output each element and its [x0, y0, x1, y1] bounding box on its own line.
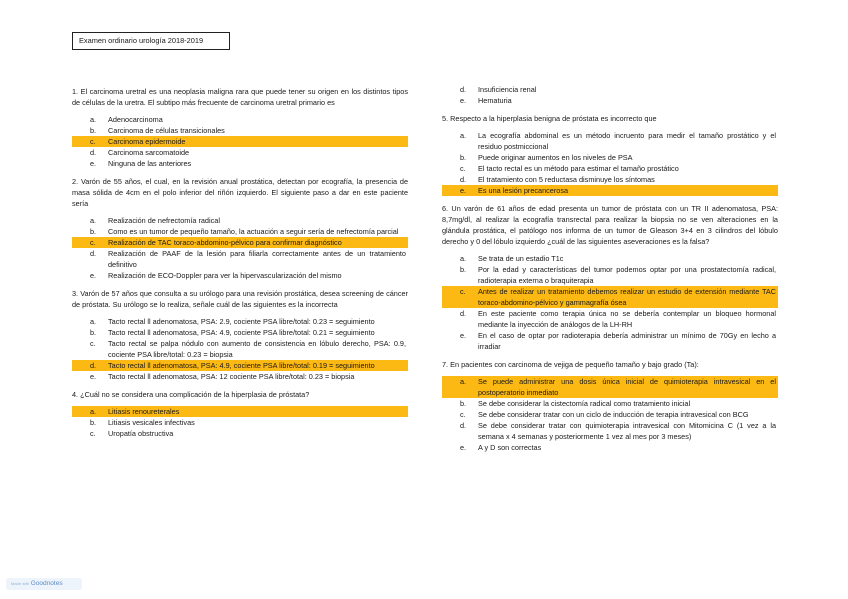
option-letter: d. — [90, 148, 97, 157]
option-letter: c. — [90, 137, 96, 146]
option-letter: a. — [90, 216, 97, 225]
option-text: Tacto rectal ll adenomatosa, PSA: 4.9, cociente PSA libre/total: 0.19 = seguimiento — [108, 361, 375, 370]
answer-option — [442, 308, 778, 330]
answer-option — [72, 125, 408, 136]
option-text: Tacto rectal ll adenomatosa, PSA: 12 cociente PSA libre/total: 0.23 = biopsia — [108, 372, 355, 381]
question-text: ¿Cuál no se considera una complicación de la hiperplasia de próstata? — [80, 390, 310, 399]
answer-option — [442, 152, 778, 163]
answer-option — [72, 417, 408, 428]
question-text: Un varón de 61 años de edad presenta un tumor de próstata con un TR II adenomatosa, PSA: 8,7mg/dl, al realizar la ecografía transrectal para realizar la biopsia no se ven alteraciones en la glándula prostática, el patólogo nos informa de un tumor de Gleason 3+4 en 3 cilindros del lóbulo derecho y 0 del lóbulo izquierdo ¿cuál de las siguientes aseveraciones es la falsa? — [442, 204, 778, 246]
option-text: Se debe considerar tratar con un ciclo de inducción de terapia intravesical con BCG — [478, 410, 749, 419]
options-list — [72, 114, 408, 169]
option-letter: e. — [90, 271, 97, 280]
option-text: Carcinoma epidermoide — [108, 137, 186, 146]
question-2 — [72, 176, 408, 209]
option-letter: b. — [90, 418, 97, 427]
option-text: Se debe considerar tratar con quimioterapia intravesical con Mitomicina C (1 vez a la semana x 4 semanas y posteriormente 1 vez al mes por 3 meses) — [478, 421, 776, 441]
options-list — [72, 406, 408, 439]
option-text: Se trata de un estadio T1c — [478, 254, 564, 263]
option-letter: a. — [90, 317, 97, 326]
option-letter: b. — [90, 328, 97, 337]
answer-option — [442, 174, 778, 185]
option-text: Litiasis vesicales infectivas — [108, 418, 195, 427]
question-1 — [72, 86, 408, 108]
question-4 — [72, 389, 408, 400]
question-text: Respecto a la hiperplasia benigna de próstata es incorrecto que — [450, 114, 657, 123]
option-text: El tratamiento con 5 reductasa disminuye los síntomas — [478, 175, 655, 184]
option-text: Como es un tumor de pequeño tamaño, la actuación a seguir sería de nefrectomía parcial — [108, 227, 399, 236]
option-letter: b. — [460, 153, 467, 162]
option-text: Insuficiencia renal — [478, 85, 537, 94]
option-letter: d. — [460, 85, 467, 94]
answer-option — [72, 316, 408, 327]
answer-option-highlighted — [72, 136, 408, 147]
option-text: Antes de realizar un tratamiento debemos realizar un estudio de extensión mediante TAC toraco-abdomino-pélvico y gammagrafía ósea — [478, 287, 776, 307]
option-letter: e. — [460, 331, 467, 340]
question-text: Varón de 57 años que consulta a su urólogo para una revisión prostática, desea screening de cáncer de próstata. Su urólogo se lo realiza, señale cuál de las siguientes es la incorrecta — [72, 289, 408, 309]
option-text: Por la edad y características del tumor podemos optar por una prostatectomía radical, radioterapia externa o braquiterapia — [478, 265, 776, 285]
answer-option-highlighted — [442, 376, 778, 398]
question-6 — [442, 203, 778, 247]
answer-option — [442, 95, 778, 106]
answer-option — [442, 409, 778, 420]
options-list — [72, 316, 408, 382]
option-text: Litiasis renoureterales — [108, 407, 180, 416]
answer-option-highlighted — [442, 185, 778, 196]
answer-option-highlighted — [72, 406, 408, 417]
answer-option — [72, 226, 408, 237]
option-letter: b. — [90, 126, 97, 135]
option-text: Realización de nefrectomía radical — [108, 216, 220, 225]
option-letter: e. — [460, 186, 467, 195]
answer-option — [442, 84, 778, 95]
answer-option-highlighted — [72, 360, 408, 371]
options-list — [442, 376, 778, 453]
option-letter: e. — [460, 443, 467, 452]
option-text: Ninguna de las anteriores — [108, 159, 192, 168]
options-list — [442, 84, 778, 106]
answer-option — [442, 264, 778, 286]
answer-option — [72, 270, 408, 281]
option-text: En este paciente como terapia única no se debería contemplar un bloqueo hormonal mediante la inyección de análogos de la LH-RH — [478, 309, 776, 329]
option-letter: e. — [90, 159, 97, 168]
left-column — [72, 86, 408, 446]
option-text: Tacto rectal se palpa nódulo con aumento de consistencia en lóbulo derecho, PSA: 0.9, cociente PSA libre/total: 0.23 = biopsia — [108, 339, 406, 359]
option-letter: a. — [460, 254, 467, 263]
answer-option — [72, 147, 408, 158]
option-text: Tacto rectal ll adenomatosa, PSA: 4.9, cociente PSA libre/total: 0.21 = seguimiento — [108, 328, 375, 337]
option-letter: d. — [90, 361, 97, 370]
option-letter: b. — [460, 399, 467, 408]
answer-option — [72, 248, 408, 270]
option-letter: d. — [460, 309, 467, 318]
answer-option — [72, 327, 408, 338]
option-letter: e. — [90, 372, 97, 381]
option-text: En el caso de optar por radioterapia debería administrar un mínimo de 70Gy en lecho a irradiar — [478, 331, 776, 351]
question-number: 2. — [72, 177, 79, 186]
question-number: 7. — [442, 360, 449, 369]
question-text: En pacientes con carcinoma de vejiga de pequeño tamaño y bajo grado (Ta): — [450, 360, 699, 369]
watermark-brand: Goodnotes — [30, 580, 63, 587]
question-number: 4. — [72, 390, 79, 399]
question-number: 5. — [442, 114, 449, 123]
answer-option — [442, 442, 778, 453]
answer-option — [72, 114, 408, 125]
option-text: Realización de TAC toraco-abdomino-pélvico para confirmar diagnóstico — [108, 238, 342, 247]
question-number: 6. — [442, 204, 449, 213]
option-letter: d. — [460, 421, 467, 430]
question-number: 1. — [72, 87, 79, 96]
option-letter: c. — [90, 339, 96, 348]
watermark-prefix: Made with — [11, 581, 30, 586]
option-text: Se puede administrar una dosis única inicial de quimioterapia intravesical en el postoperatorio inmediato — [478, 377, 776, 397]
option-letter: c. — [460, 410, 466, 419]
option-letter: e. — [460, 96, 467, 105]
option-text: Carcinoma de células transicionales — [108, 126, 225, 135]
options-list — [72, 215, 408, 281]
answer-option — [72, 371, 408, 382]
answer-option — [442, 253, 778, 264]
option-text: Es una lesión precancerosa — [478, 186, 569, 195]
answer-option — [72, 338, 408, 360]
options-list — [442, 253, 778, 352]
option-text: La ecografía abdominal es un método incruento para medir el tamaño prostático y el residuo postmiccional — [478, 131, 776, 151]
question-5 — [442, 113, 778, 124]
answer-option — [72, 428, 408, 439]
question-number: 3. — [72, 289, 79, 298]
answer-option — [442, 420, 778, 442]
option-letter: a. — [90, 407, 97, 416]
answer-option-highlighted — [442, 286, 778, 308]
exam-title: Examen ordinario urología 2018-2019 — [72, 32, 230, 50]
option-letter: c. — [90, 429, 96, 438]
option-letter: b. — [460, 265, 467, 274]
answer-option-highlighted — [72, 237, 408, 248]
question-text: El carcinoma uretral es una neoplasia maligna rara que puede tener su origen en los distintos tipos de células de la uretra. El subtipo más frecuente de carcinoma uretral primario es — [72, 87, 408, 107]
answer-option — [72, 158, 408, 169]
option-text: Carcinoma sarcomatoide — [108, 148, 190, 157]
option-text: El tacto rectal es un método para estimar el tamaño prostático — [478, 164, 679, 173]
option-text: Realización de PAAF de la lesión para filiarla correctamente antes de un tratamiento definitivo — [108, 249, 406, 269]
option-text: Uropatía obstructiva — [108, 429, 174, 438]
option-text: Adenocarcinoma — [108, 115, 163, 124]
question-7 — [442, 359, 778, 370]
question-3 — [72, 288, 408, 310]
option-text: Realización de ECO-Doppler para ver la hipervascularización del mismo — [108, 271, 342, 280]
option-letter: c. — [460, 164, 466, 173]
option-text: Puede originar aumentos en los niveles de PSA — [478, 153, 633, 162]
answer-option — [72, 215, 408, 226]
option-letter: c. — [460, 287, 466, 296]
option-letter: b. — [90, 227, 97, 236]
option-text: Hematuria — [478, 96, 512, 105]
answer-option — [442, 398, 778, 409]
option-text: A y D son correctas — [478, 443, 542, 452]
option-letter: d. — [460, 175, 467, 184]
option-letter: a. — [460, 377, 467, 386]
goodnotes-watermark — [6, 578, 82, 590]
answer-option — [442, 163, 778, 174]
option-text: Tacto rectal ll adenomatosa, PSA: 2.9, cociente PSA libre/total: 0.23 = seguimiento — [108, 317, 375, 326]
answer-option — [442, 130, 778, 152]
option-letter: c. — [90, 238, 96, 247]
right-column — [442, 84, 778, 460]
option-text: Se debe considerar la cistectomía radical como tratamiento inicial — [478, 399, 691, 408]
options-list — [442, 130, 778, 196]
option-letter: a. — [460, 131, 467, 140]
option-letter: d. — [90, 249, 97, 258]
answer-option — [442, 330, 778, 352]
question-text: Varón de 55 años, el cual, en la revisión anual prostática, detectan por ecografía, la presencia de masa sólida de 4cm en el polo inferior del riñón izquierdo. El siguiente paso a dar en este paciente sería — [72, 177, 408, 208]
option-letter: a. — [90, 115, 97, 124]
